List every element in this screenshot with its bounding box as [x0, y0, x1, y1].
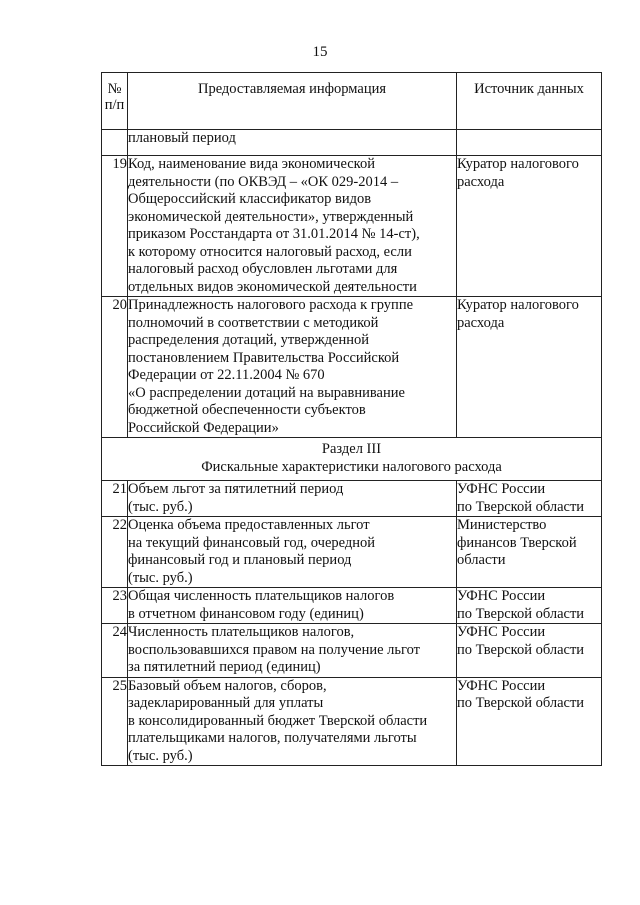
section-title: Раздел III Фискальные характеристики налогового расхода — [102, 438, 602, 481]
row-source: УФНС России по Тверской области — [457, 588, 602, 624]
row-info: Общая численность плательщиков налогов в отчетном финансовом году (единиц) — [128, 588, 457, 624]
row-num — [102, 130, 128, 156]
row-num: 20 — [102, 297, 128, 438]
row-num: 21 — [102, 481, 128, 517]
row-num: 24 — [102, 624, 128, 678]
row-source: Министерство финансов Тверской области — [457, 517, 602, 588]
row-info: Численность плательщиков налогов, воспользовавшихся правом на получение льгот за пятилетний период (единиц) — [128, 624, 457, 678]
table-header-row — [102, 73, 602, 130]
table-row — [102, 588, 602, 624]
table-row — [102, 297, 602, 438]
information-table — [101, 72, 602, 766]
row-num: 22 — [102, 517, 128, 588]
table-row — [102, 517, 602, 588]
row-num: 23 — [102, 588, 128, 624]
row-source: УФНС России по Тверской области — [457, 624, 602, 678]
row-source: Куратор налогового расхода — [457, 156, 602, 297]
section-header-row — [102, 438, 602, 481]
table-row — [102, 677, 602, 766]
header-info: Предоставляемая информация — [128, 73, 457, 130]
row-info: Объем льгот за пятилетний период (тыс. руб.) — [128, 481, 457, 517]
row-info: Базовый объем налогов, сборов, задекларированный для уплаты в консолидированный бюджет Тверской области плательщиками налогов, получателями льготы (тыс. руб.) — [128, 677, 457, 766]
table-row — [102, 624, 602, 678]
page-number: 15 — [312, 44, 328, 60]
row-source: Куратор налогового расхода — [457, 297, 602, 438]
header-num: № п/п — [102, 73, 128, 130]
table-row — [102, 156, 602, 297]
table-row — [102, 481, 602, 517]
table-row — [102, 130, 602, 156]
row-info: Оценка объема предоставленных льгот на текущий финансовый год, очередной финансовый год и плановый период (тыс. руб.) — [128, 517, 457, 588]
row-source: УФНС России по Тверской области — [457, 481, 602, 517]
row-info: Принадлежность налогового расхода к группе полномочий в соответствии с методикой распределения дотаций, утвержденной постановлением Правительства Российской Федерации от 22.11.2004 № 670 «О распределении дотаций на выравнивание бюджетной обеспеченности субъектов Российской Федерации» — [128, 297, 457, 438]
row-source — [457, 130, 602, 156]
row-info: Код, наименование вида экономической деятельности (по ОКВЭД – «ОК 029-2014 – Общероссийский классификатор видов экономической деятельности», утвержденный приказом Росстандарта от 31.01.2014 № 14-ст), к которому относится налоговый расход, если налоговый расход обусловлен льготами для отдельных видов экономической деятельности — [128, 156, 457, 297]
row-num: 25 — [102, 677, 128, 766]
row-source: УФНС России по Тверской области — [457, 677, 602, 766]
row-num: 19 — [102, 156, 128, 297]
header-source: Источник данных — [457, 73, 602, 130]
row-info: плановый период — [128, 130, 457, 156]
